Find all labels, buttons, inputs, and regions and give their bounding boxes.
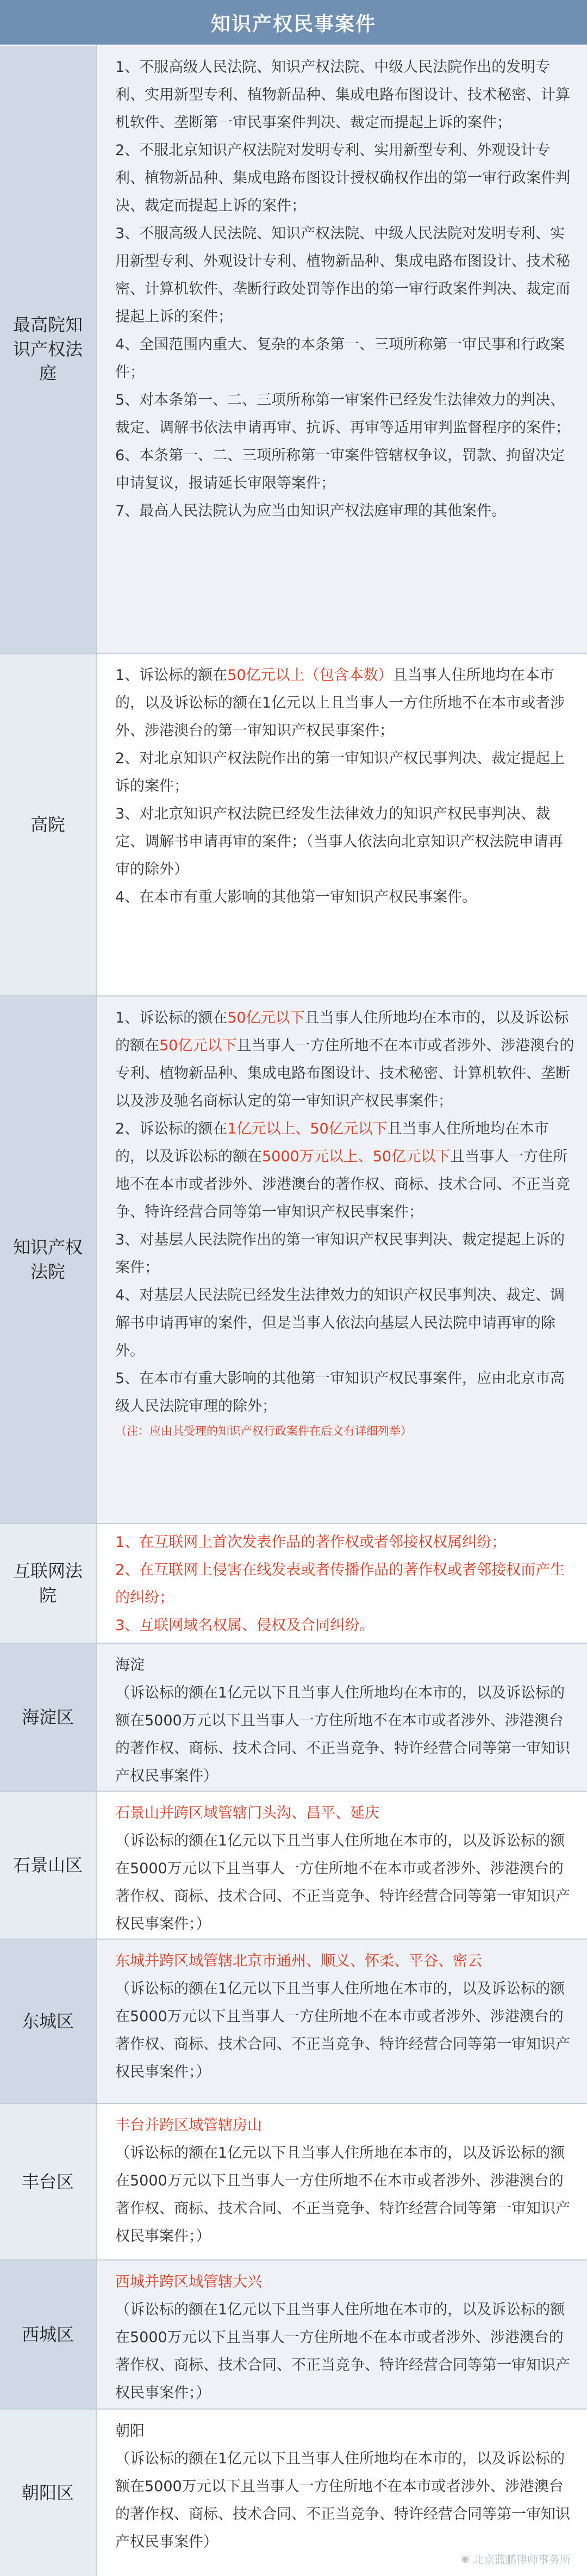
court-label: 互联网法院	[0, 1524, 96, 1643]
court-label: 最高院知识产权法庭	[0, 46, 96, 653]
row-content	[97, 2261, 587, 2408]
district-scope: 朝阳	[115, 2423, 145, 2439]
court-label: 高院	[0, 654, 96, 995]
row-content	[97, 2104, 587, 2259]
row-high-court	[0, 654, 587, 995]
footnote: （注：应由其受理的知识产权行政案件在后文有详细列举）	[115, 1425, 412, 1438]
court-label: 知识产权法院	[0, 996, 96, 1523]
list-item: 5、在本市有重大影响的其他第一审知识产权民事案件，应由北京市高级人民法院审理的除外；	[115, 1370, 565, 1415]
list-item: 2、在互联网上侵害在线发表或者传播作品的著作权或者邻接权而产生的纠纷；	[115, 1562, 565, 1606]
list-item: 6、本条第一、二、三项所称第一审案件管辖权争议，罚款、拘留决定申请复议，报请延长审限等案件；	[115, 447, 565, 492]
district-detail: （诉讼标的额在1亿元以下且当事人住所地在本市的，以及诉讼标的额在5000万元以下且当事人一方住所地不在本市或者涉外、涉港澳台的著作权、商标、技术合同、不正当竞争、特许经营合同等第一审知识产权民事案件；）	[115, 2145, 570, 2245]
row-fengtai	[0, 2104, 587, 2259]
district-detail: （诉讼标的额在1亿元以下且当事人住所地在本市的，以及诉讼标的额在5000万元以下且当事人一方住所地不在本市或者涉外、涉港澳台的著作权、商标、技术合同、不正当竞争、特许经营合同等第一审知识产权民事案件；）	[115, 1980, 570, 2080]
list-item: 1、诉讼标的额在50亿元以上（包含本数）且当事人住所地均在本市的，以及诉讼标的额在1亿元以上且当事人一方住所地不在本市或者涉外、涉港澳台的第一审知识产权民事案件；	[115, 667, 565, 739]
wechat-icon: ◉	[461, 2553, 470, 2565]
district-detail: （诉讼标的额在1亿元以下且当事人住所地均在本市的，以及诉讼标的额在5000万元以下且当事人一方住所地不在本市或者涉外、涉港澳台的著作权、商标、技术合同、不正当竞争、特许经营合同等第一审知识产权民事案件）	[115, 1685, 570, 1785]
court-label: 西城区	[0, 2261, 96, 2408]
amount-highlight: 1亿元以上、50亿元以下	[227, 1120, 388, 1137]
district-scope: 石景山并跨区域管辖门头沟、昌平、延庆	[115, 1805, 379, 1822]
list-item: 4、对基层人民法院已经发生法律效力的知识产权民事判决、裁定、调解书申请再审的案件，但是当事人依法向基层人民法院申请再审的除外。	[115, 1287, 565, 1359]
district-scope: 丰台并跨区域管辖房山	[115, 2117, 262, 2134]
list-item: 1、在互联网上首次发表作品的著作权或者邻接权权属纠纷；	[115, 1534, 507, 1551]
court-label: 东城区	[0, 1940, 96, 2103]
row-content	[97, 1644, 587, 1791]
district-scope: 东城并跨区域管辖北京市通州、顺义、怀柔、平谷、密云	[115, 1953, 482, 1970]
list-item: 3、对北京知识产权法院已经发生法律效力的知识产权民事判决、裁定、调解书申请再审的案件；（当事人依法向北京知识产权法院申请再审的除外）	[115, 806, 563, 878]
court-label: 丰台区	[0, 2104, 96, 2259]
amount-highlight: 50亿元以下	[227, 1010, 305, 1026]
row-content	[97, 1524, 587, 1643]
list-item: 7、最高人民法院认为应当由知识产权法庭审理的其他案件。	[115, 503, 507, 519]
court-label: 石景山区	[0, 1792, 96, 1939]
amount-highlight: 50亿元以上（包含本数）	[227, 667, 393, 684]
row-haidian	[0, 1644, 587, 1791]
row-ip-court	[0, 996, 587, 1523]
list-item: 1、不服高级人民法院、知识产权法院、中级人民法院作出的发明专利、实用新型专利、植物新品种、集成电路布图设计、技术秘密、计算机软件、垄断第一审民事案件判决、裁定而提起上诉的案件；	[115, 59, 570, 131]
list-item: 1、诉讼标的额在50亿元以下且当事人住所地均在本市的，以及诉讼标的额在50亿元以下且当事人一方住所地不在本市或者涉外、涉港澳台的专利、植物新品种、集成电路布图设计、技术秘密、计算机软件、垄断以及涉及驰名商标认定的第一审知识产权民事案件；	[115, 1010, 574, 1110]
row-shijingshan	[0, 1792, 587, 1939]
list-item: 4、在本市有重大影响的其他第一审知识产权民事案件。	[115, 889, 477, 906]
row-supreme	[0, 46, 587, 653]
list-item: 3、互联网域名权属、侵权及合同纠纷。	[115, 1617, 374, 1634]
list-item: 4、全国范围内重大、复杂的本条第一、三项所称第一审民事和行政案件；	[115, 336, 565, 381]
column-divider	[96, 45, 97, 2576]
list-item: 3、不服高级人民法院、知识产权法院、中级人民法院对发明专利、实用新型专利、外观设计专利、植物新品种、集成电路布图设计、技术秘密、计算机软件、垄断行政处罚等作出的第一审行政案件判决、裁定而提起上诉的案件；	[115, 225, 570, 325]
list-item: 3、对基层人民法院作出的第一审知识产权民事判决、裁定提起上诉的案件；	[115, 1231, 565, 1276]
list-item: 2、对北京知识产权法院作出的第一审知识产权民事判决、裁定提起上诉的案件；	[115, 750, 565, 795]
amount-highlight: 5000万元以上、50亿元以下	[262, 1148, 451, 1165]
row-content	[97, 996, 587, 1523]
district-scope: 西城并跨区域管辖大兴	[115, 2274, 262, 2290]
district-detail: （诉讼标的额在1亿元以下且当事人住所地在本市的，以及诉讼标的额在5000万元以下且当事人一方住所地不在本市或者涉外、涉港澳台的著作权、商标、技术合同、不正当竞争、特许经营合同等第一审知识产权民事案件；）	[115, 2301, 570, 2401]
district-scope: 海淀	[115, 1657, 145, 1674]
row-dongcheng	[0, 1940, 587, 2103]
watermark: ◉ 北京蓝鹏律师事务所	[461, 2553, 571, 2566]
amount-highlight: 50亿元以下	[159, 1037, 237, 1054]
row-content	[97, 1940, 587, 2103]
row-content	[97, 654, 587, 995]
list-item: 2、不服北京知识产权法院对发明专利、实用新型专利、外观设计专利、植物新品种、集成电路布图设计授权确权作出的第一审行政案件判决、裁定而提起上诉的案件；	[115, 142, 570, 214]
court-label: 朝阳区	[0, 2410, 96, 2576]
district-detail: （诉讼标的额在1亿元以下且当事人住所地均在本市的，以及诉讼标的额在5000万元以下且当事人一方住所地不在本市或者涉外、涉港澳台的著作权、商标、技术合同、不正当竞争、特许经营合同等第一审知识产权民事案件）	[115, 2450, 570, 2550]
list-item: 5、对本条第一、二、三项所称第一审案件已经发生法律效力的判决、裁定、调解书依法申请再审、抗诉、再审等适用审判监督程序的案件；	[115, 392, 570, 436]
row-content	[97, 1792, 587, 1939]
row-content	[97, 46, 587, 653]
row-internet-court	[0, 1524, 587, 1643]
list-item: 2、诉讼标的额在1亿元以上、50亿元以下且当事人住所地均在本市的，以及诉讼标的额在5000万元以上、50亿元以下且当事人一方住所地不在本市或者涉外、涉港澳台的著作权、商标、技术合同、不正当竞争、特许经营合同等第一审知识产权民事案件；	[115, 1120, 570, 1221]
row-xicheng	[0, 2261, 587, 2408]
court-label: 海淀区	[0, 1644, 96, 1791]
table-title: 知识产权民事案件	[0, 0, 587, 45]
district-detail: （诉讼标的额在1亿元以下且当事人住所地在本市的，以及诉讼标的额在5000万元以下且当事人一方住所地不在本市或者涉外、涉港澳台的著作权、商标、技术合同、不正当竞争、特许经营合同等第一审知识产权民事案件；）	[115, 1832, 570, 1933]
